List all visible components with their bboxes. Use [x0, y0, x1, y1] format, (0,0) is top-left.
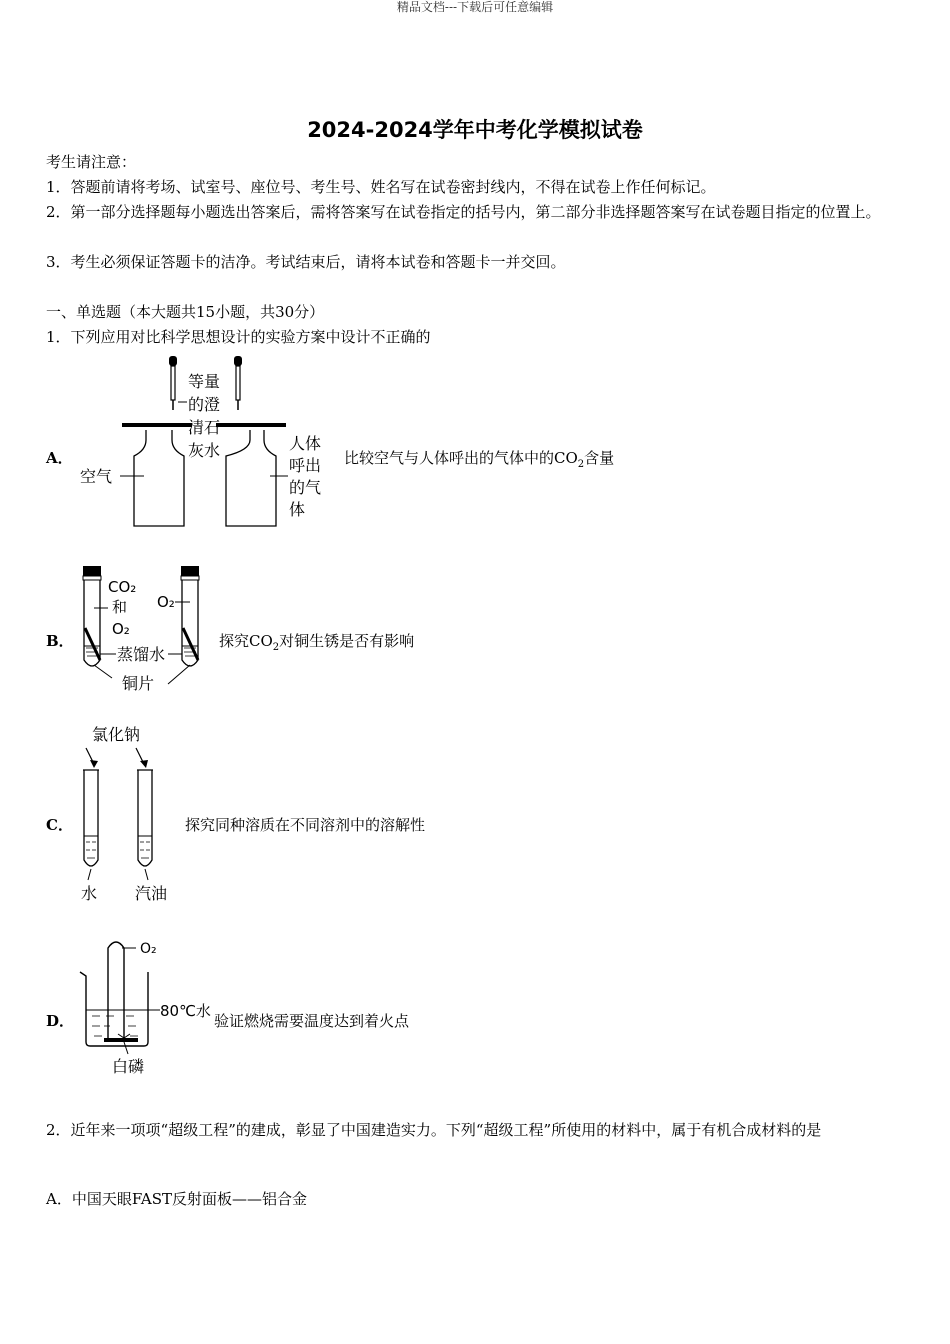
breath-label-line-4: 体	[289, 500, 306, 519]
dropper-label-line-4: 灰水	[188, 441, 221, 460]
notice-item-3: 3．考生必须保证答题卡的洁净。考试结束后，请将本试卷和答题卡一并交回。	[46, 253, 566, 271]
question-2-stem: 2．近年来一项项“超级工程”的建成，彰显了中国建造实力。下列“超级工程”所使用的材料中，属于有机合成材料的是	[46, 1121, 822, 1139]
question-2-option-a: A．中国天眼FAST反射面板——铝合金	[46, 1190, 308, 1208]
tube-left-gas-line-2: 和	[112, 598, 128, 616]
option-b-subscript: 2	[272, 642, 280, 653]
option-d-description: 验证燃烧需要温度达到着火点	[214, 1012, 410, 1030]
dropper-label-line-1: 等量	[188, 372, 221, 391]
page-header: 精品文档---下载后可任意编辑	[396, 0, 554, 14]
breath-label-line-2: 呼出	[289, 456, 322, 475]
option-b-description	[219, 630, 414, 653]
option-c-description: 探究同种溶质在不同溶剂中的溶解性	[185, 816, 426, 834]
dropper-label-line-3: 清石	[188, 418, 221, 437]
tube-right-gas: O₂	[157, 593, 175, 611]
option-a-description	[344, 447, 614, 470]
option-b-letter: B．	[46, 632, 74, 650]
option-a-subscript: 2	[577, 459, 585, 470]
option-c-letter: C．	[46, 816, 73, 834]
sodium-chloride-label: 氯化钠	[92, 725, 141, 744]
option-b-figure	[74, 560, 219, 700]
option-a-figure	[74, 352, 344, 532]
option-a-letter: A．	[46, 449, 73, 467]
option-b-text-end: 对铜生锈是否有影响	[279, 632, 415, 650]
white-phosphorus-label: 白磷	[112, 1057, 145, 1076]
gasoline-label: 汽油	[135, 884, 168, 903]
copper-label: 铜片	[122, 674, 155, 693]
notice-heading: 考生请注意：	[46, 153, 137, 171]
water-label: 水	[81, 884, 98, 903]
tube-left-gas-line-1: CO₂	[108, 578, 137, 596]
option-a-text-end: 含量	[584, 449, 615, 467]
hot-water-label: 80℃水	[160, 1002, 211, 1020]
tube-left-gas-line-3: O₂	[112, 620, 130, 638]
dropper-label-line-2: 的澄	[188, 395, 221, 414]
option-d-figure	[74, 930, 219, 1080]
option-d-letter: D．	[46, 1012, 75, 1030]
notice-item-2: 2．第一部分选择题每小题选出答案后，需将答案写在试卷指定的括号内，第二部分非选择题答案写在试卷题目指定的位置上。	[46, 203, 881, 221]
breath-label-line-3: 的气	[289, 478, 322, 497]
option-a-text: 比较空气与人体呼出的气体中的CO	[344, 449, 578, 467]
option-c-figure	[74, 720, 184, 905]
option-b-text: 探究CO	[219, 632, 273, 650]
distilled-water-label: 蒸馏水	[117, 645, 166, 664]
air-label: 空气	[80, 467, 113, 486]
breath-label-line-1: 人体	[289, 434, 322, 453]
section-heading: 一、单选题（本大题共15小题，共30分）	[46, 303, 325, 321]
oxygen-label: O₂	[140, 941, 157, 957]
page-title: 2024-2024学年中考化学模拟试卷	[307, 118, 643, 142]
notice-item-1: 1．答题前请将考场、试室号、座位号、考生号、姓名写在试卷密封线内，不得在试卷上作任何标记。	[46, 178, 716, 196]
question-1-stem: 1．下列应用对比科学思想设计的实验方案中设计不正确的	[46, 328, 431, 346]
